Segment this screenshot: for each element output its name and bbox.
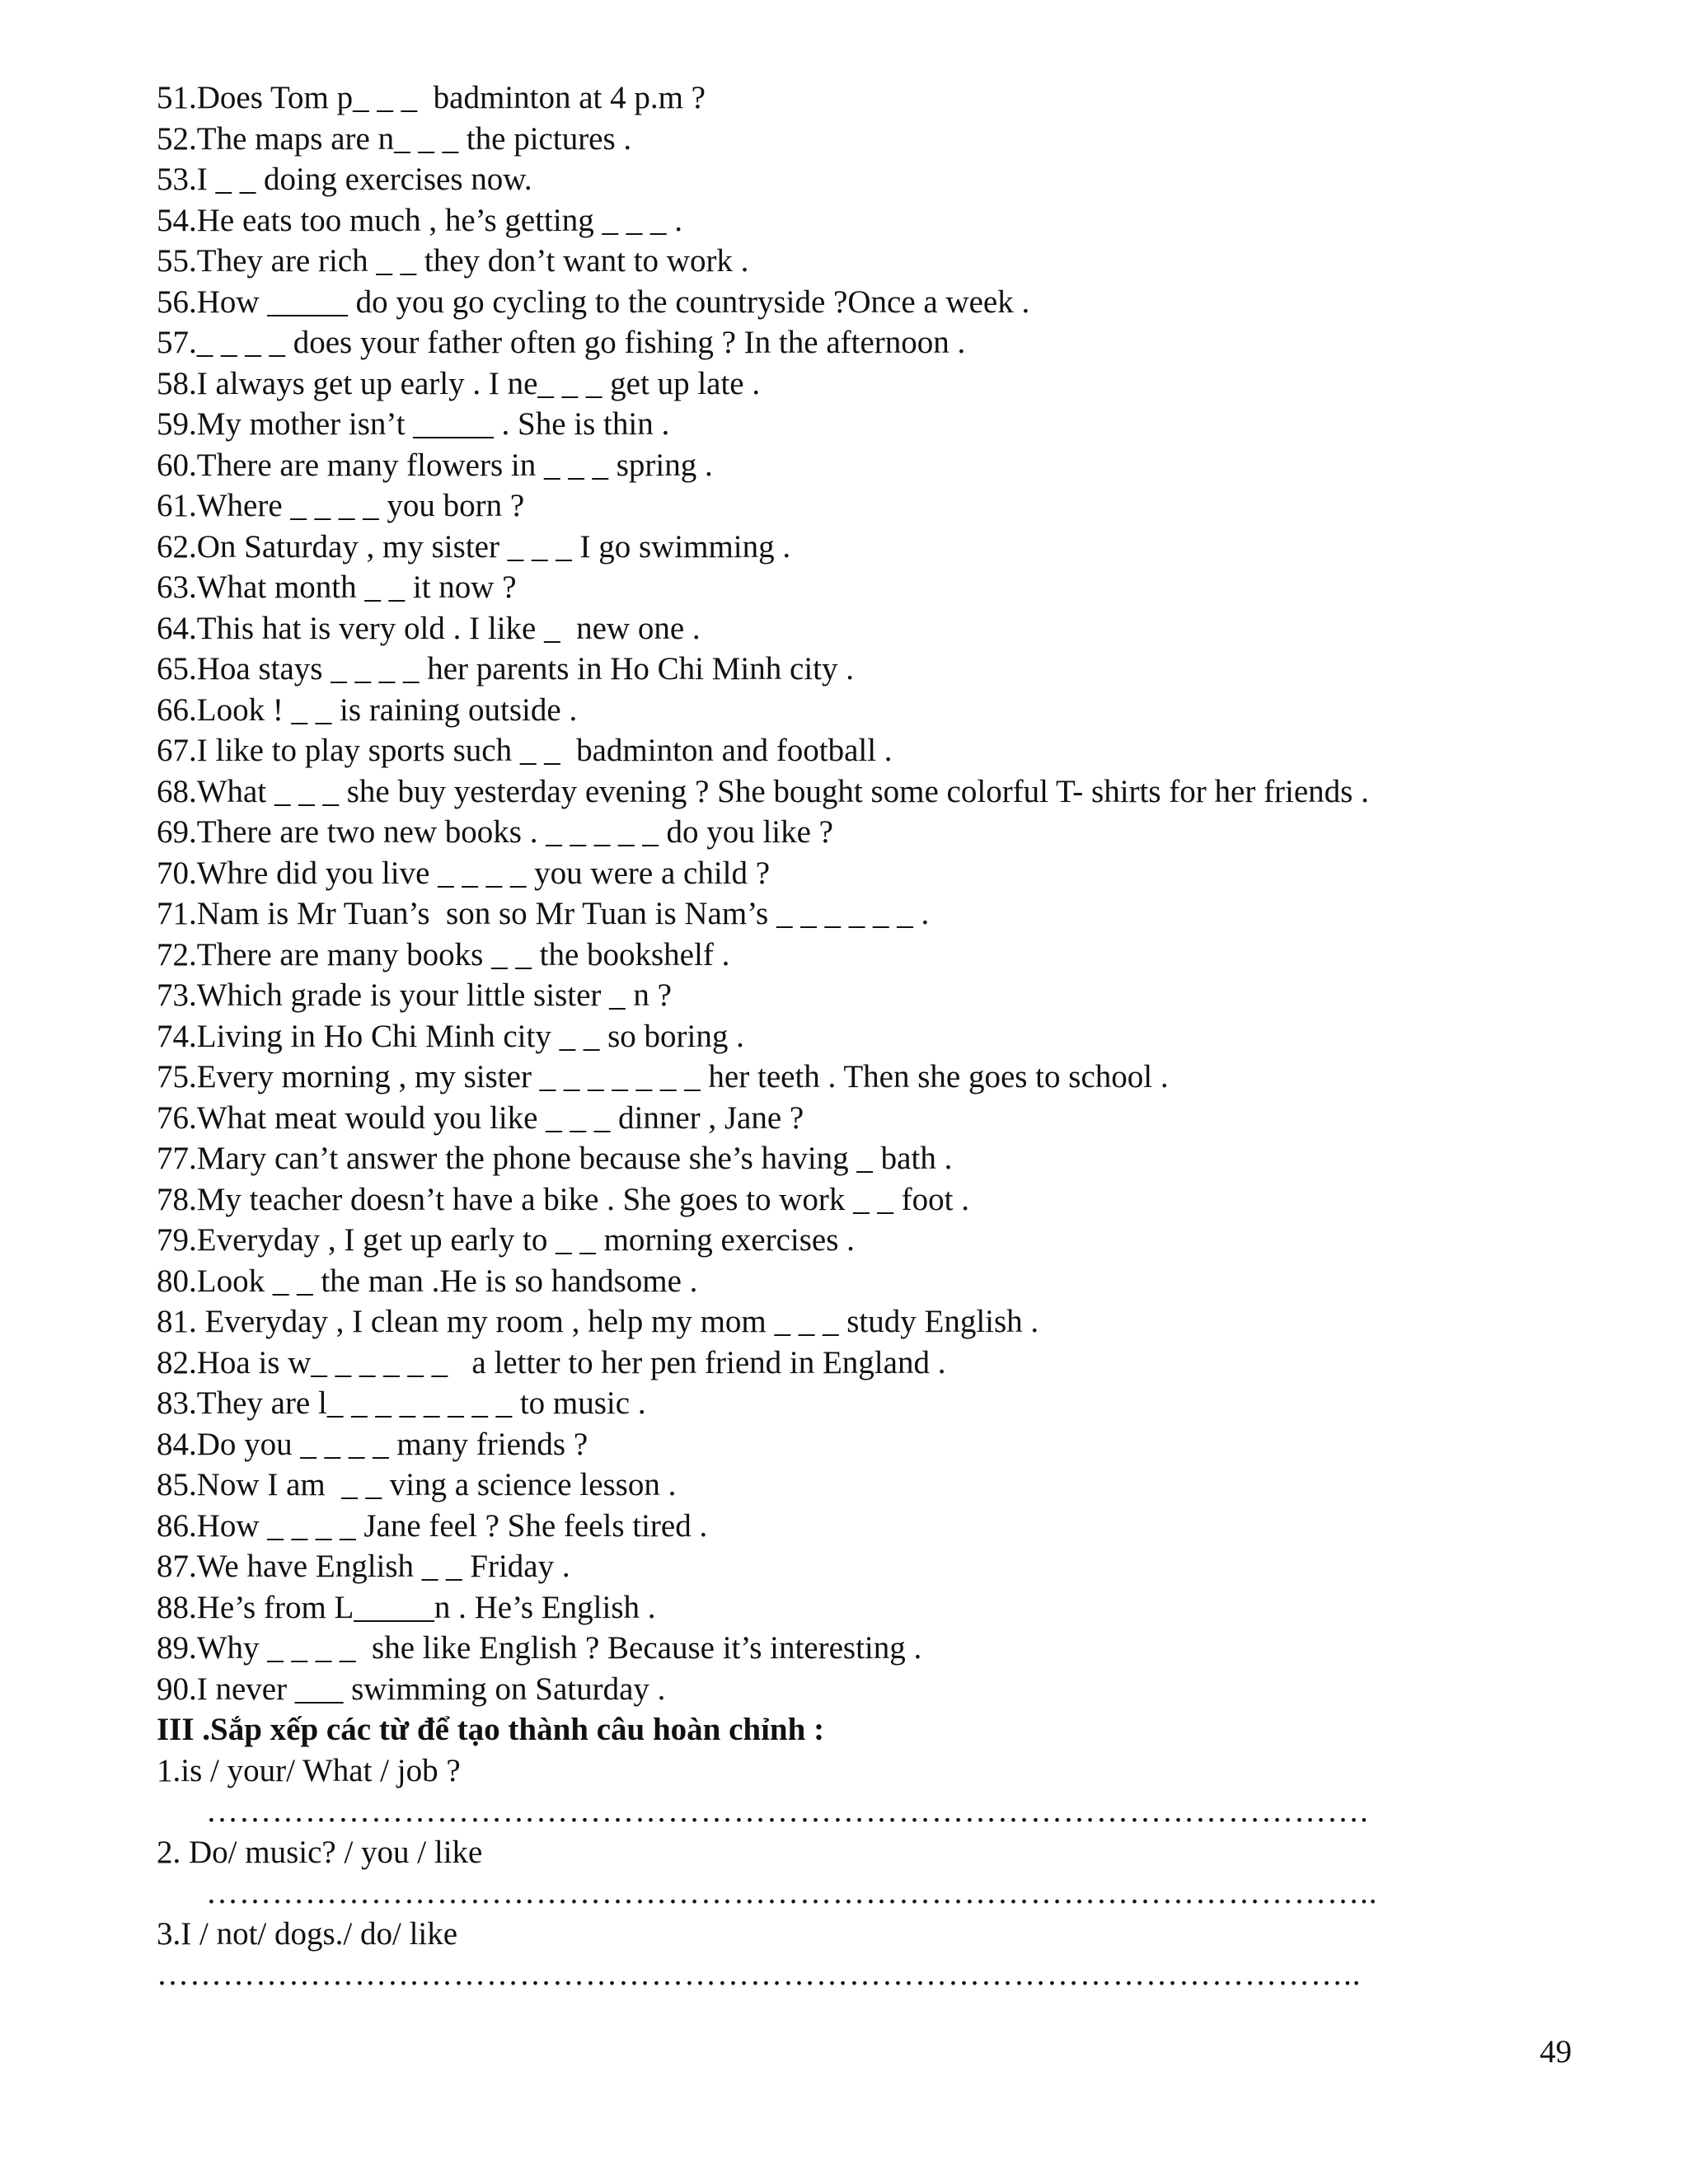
page-number: 49 — [1540, 2034, 1572, 2069]
exercise-item: 82.Hoa is w_ _ _ _ _ _ a letter to her pen friend in England . — [157, 1344, 946, 1380]
exercise-item: 84.Do you _ _ _ _ many friends ? — [157, 1426, 588, 1462]
exercise-item: 75.Every morning , my sister _ _ _ _ _ _ _ her teeth . Then she goes to school . — [157, 1059, 1169, 1094]
exercise-item: 59.My mother isn’t _____ . She is thin . — [157, 406, 670, 442]
answer-line: ……………………………………………………………………………………………. — [206, 1793, 1369, 1829]
exercise-item: 85.Now I am _ _ ving a science lesson . — [157, 1467, 677, 1502]
exercise-item: 78.My teacher doesn’t have a bike . She goes to work _ _ foot . — [157, 1181, 969, 1217]
exercise-item: 89.Why _ _ _ _ she like English ? Because it’s interesting . — [157, 1630, 922, 1666]
arrange-prompt: 2. Do/ music? / you / like — [157, 1834, 483, 1870]
exercise-item: 67.I like to play sports such _ _ badminton and football . — [157, 733, 893, 768]
exercise-item: 58.I always get up early . I ne_ _ _ get up late . — [157, 365, 761, 401]
exercise-item: 72.There are many books _ _ the bookshelf . — [157, 936, 730, 972]
exercise-item: 76.What meat would you like _ _ _ dinner , Jane ? — [157, 1099, 804, 1136]
exercise-item: 61.Where _ _ _ _ you born ? — [157, 488, 525, 523]
exercise-item: 63.What month _ _ it now ? — [157, 569, 517, 605]
exercise-item: 74.Living in Ho Chi Minh city _ _ so boring . — [157, 1018, 744, 1054]
exercise-item: 77.Mary can’t answer the phone because she’s having _ bath . — [157, 1141, 953, 1176]
section-heading: III .Sắp xếp các từ để tạo thành câu hoàn chỉnh : — [157, 1712, 825, 1747]
exercise-item: 87.We have English _ _ Friday . — [157, 1549, 570, 1584]
exercise-item: 71.Nam is Mr Tuan’s son so Mr Tuan is Nam’s _ _ _ _ _ _ . — [157, 896, 930, 931]
answer-line: ……………………………………………………………………………………………….. — [157, 1957, 1362, 1992]
exercise-item: 88.He’s from L_____n . He’s English . — [157, 1589, 656, 1625]
exercise-item: 60.There are many flowers in _ _ _ spring . — [157, 447, 713, 483]
exercise-item: 86.How _ _ _ _ Jane feel ? She feels tired . — [157, 1507, 708, 1544]
exercise-item: 56.How _____ do you go cycling to the countryside ?Once a week . — [157, 284, 1030, 320]
exercise-item: 51.Does Tom p_ _ _ badminton at 4 p.m ? — [157, 80, 706, 115]
exercise-item: 62.On Saturday , my sister _ _ _ I go swimming . — [157, 528, 791, 565]
answer-line: …………………………………………………………………………………………….. — [206, 1875, 1378, 1910]
exercise-item: 66.Look ! _ _ is raining outside . — [157, 691, 578, 728]
exercise-item: 53.I _ _ doing exercises now. — [157, 162, 532, 197]
arrange-prompt: 1.is / your/ What / job ? — [157, 1752, 461, 1788]
exercise-item: 52.The maps are n_ _ _ the pictures . — [157, 120, 632, 157]
exercise-item: 80.Look _ _ the man .He is so handsome . — [157, 1263, 698, 1299]
exercise-item: 90.I never ___ swimming on Saturday . — [157, 1671, 666, 1707]
arrange-prompt: 3.I / not/ dogs./ do/ like — [157, 1915, 458, 1952]
exercise-item: 79.Everyday , I get up early to _ _ morning exercises . — [157, 1222, 855, 1258]
exercise-item: 55.They are rich _ _ they don’t want to work . — [157, 243, 749, 279]
exercise-item: 83.They are l_ _ _ _ _ _ _ _ to music . — [157, 1385, 646, 1421]
exercise-item: 64.This hat is very old . I like _ new one . — [157, 610, 701, 646]
exercise-item: 69.There are two new books . _ _ _ _ _ do you like ? — [157, 814, 833, 850]
exercise-item: 65.Hoa stays _ _ _ _ her parents in Ho Chi Minh city . — [157, 651, 854, 687]
exercise-item: 81. Everyday , I clean my room , help my mom _ _ _ study English . — [157, 1304, 1039, 1339]
exercise-item: 57._ _ _ _ does your father often go fishing ? In the afternoon . — [157, 325, 966, 360]
exercise-item: 54.He eats too much , he’s getting _ _ _ . — [157, 202, 682, 238]
exercise-item: 73.Which grade is your little sister _ n ? — [157, 977, 672, 1013]
exercise-item: 70.Whre did you live _ _ _ _ you were a child ? — [157, 855, 771, 891]
exercise-item: 68.What _ _ _ she buy yesterday evening ? She bought some colorful T- shirts for her friends . — [157, 773, 1369, 809]
